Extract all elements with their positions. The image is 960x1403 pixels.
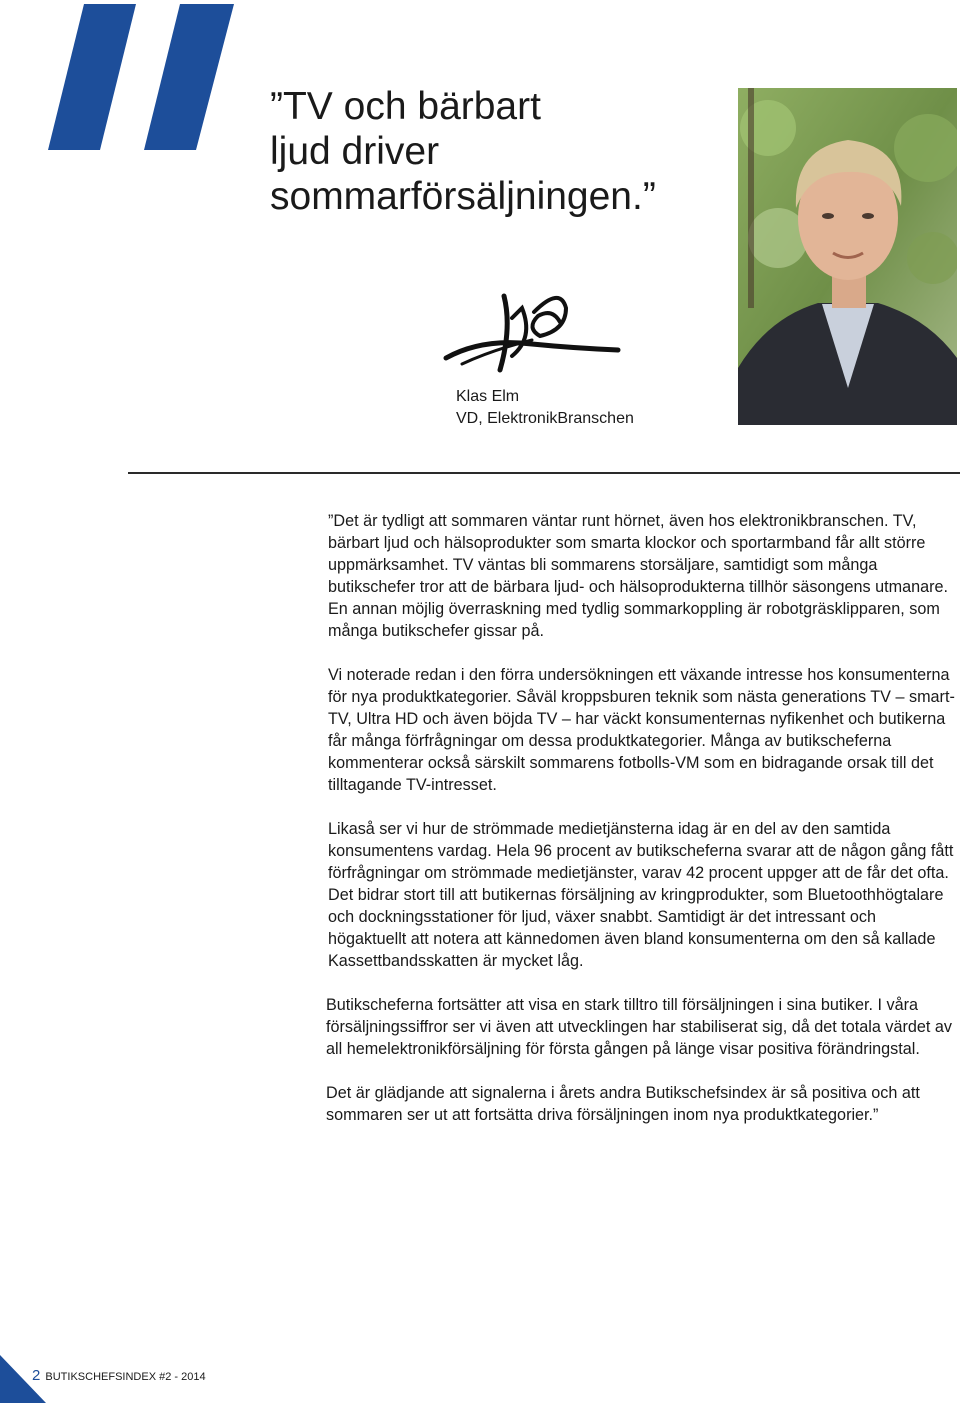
signer-name: Klas Elm [456, 388, 520, 405]
signer [456, 386, 634, 430]
signer-title: VD, ElektronikBranschen [456, 410, 634, 427]
portrait-photo [738, 88, 957, 425]
headline-line: sommarförsäljningen.” [270, 175, 656, 218]
headline-line: ljud driver [270, 130, 440, 173]
headline [270, 84, 710, 219]
body-paragraph: Vi noterade redan i den förra undersökningen ett växande intresse hos konsumenterna för nya produktkategorier. Såväl kroppsburen teknik som nästa generations TV – smart-TV, Ultra HD och även böjda TV – har väckt konsumenternas nyfikenhet och butikerna får många förfrågningar om dessa produktkategorier. Många av butikscheferna kommenterar också särskilt sommarens fotbolls-VM som en bidragande orsak till det tilltagande TV-intresset. [328, 666, 955, 794]
page-footer [32, 1366, 206, 1387]
body-paragraph: Det är glädjande att signalerna i årets andra Butikschefsindex är så positiva och att sommaren ser ut att fortsätta driva försäljningen inom nya produktkategorier.” [326, 1084, 920, 1124]
body-text [328, 510, 956, 1148]
body-paragraph: Likaså ser vi hur de strömmade medietjänsterna idag är en del av den samtida konsumentens vardag. Hela 96 procent av butikscheferna svarar att de någon gång fått förfrågningar om strömmade medietjänster, varav 42 procent uppger att de får det ofta. Det bidrar stort till att butikernas försäljning av kringprodukter, som Bluetoothhögtalare och dockningsstationer för ljud, växer snabbt. Samtidigt är det intressant och högaktuellt att notera att kännedomen även bland konsumenterna om den så kallade Kassettbandsskatten är mycket låg. [328, 820, 954, 970]
publication-label: BUTIKSCHEFSINDEX #2 - 2014 [45, 1371, 206, 1383]
quote-mark-icon [48, 4, 234, 150]
body-paragraph: ”Det är tydligt att sommaren väntar runt hörnet, även hos elektronikbranschen. TV, bärbart ljud och hälsoprodukter som smarta klockor och sportarmband får allt större uppmärksamhet. TV väntas bli sommarens storsäljare, samtidigt som många butikschefer tror att de bärbara ljud- och hälsoprodukterna tillhör säsongens utmanare. En annan möjlig överraskning med tydlig sommarkoppling är robotgräsklipparen, som många butikschefer gissar på. [328, 512, 948, 640]
body-paragraph: Butikscheferna fortsätter att visa en stark tilltro till försäljningen i sina butiker. I våra försäljningssiffror ser vi även att utvecklingen har stabiliserat sig, då det totala värdet av all hemelektronikförsäljning för första gången på länge visar positiva förändringstal. [326, 996, 952, 1058]
headline-line: ”TV och bärbart [270, 85, 541, 128]
signature [442, 278, 622, 378]
page-number: 2 [32, 1367, 41, 1384]
divider [128, 472, 960, 474]
